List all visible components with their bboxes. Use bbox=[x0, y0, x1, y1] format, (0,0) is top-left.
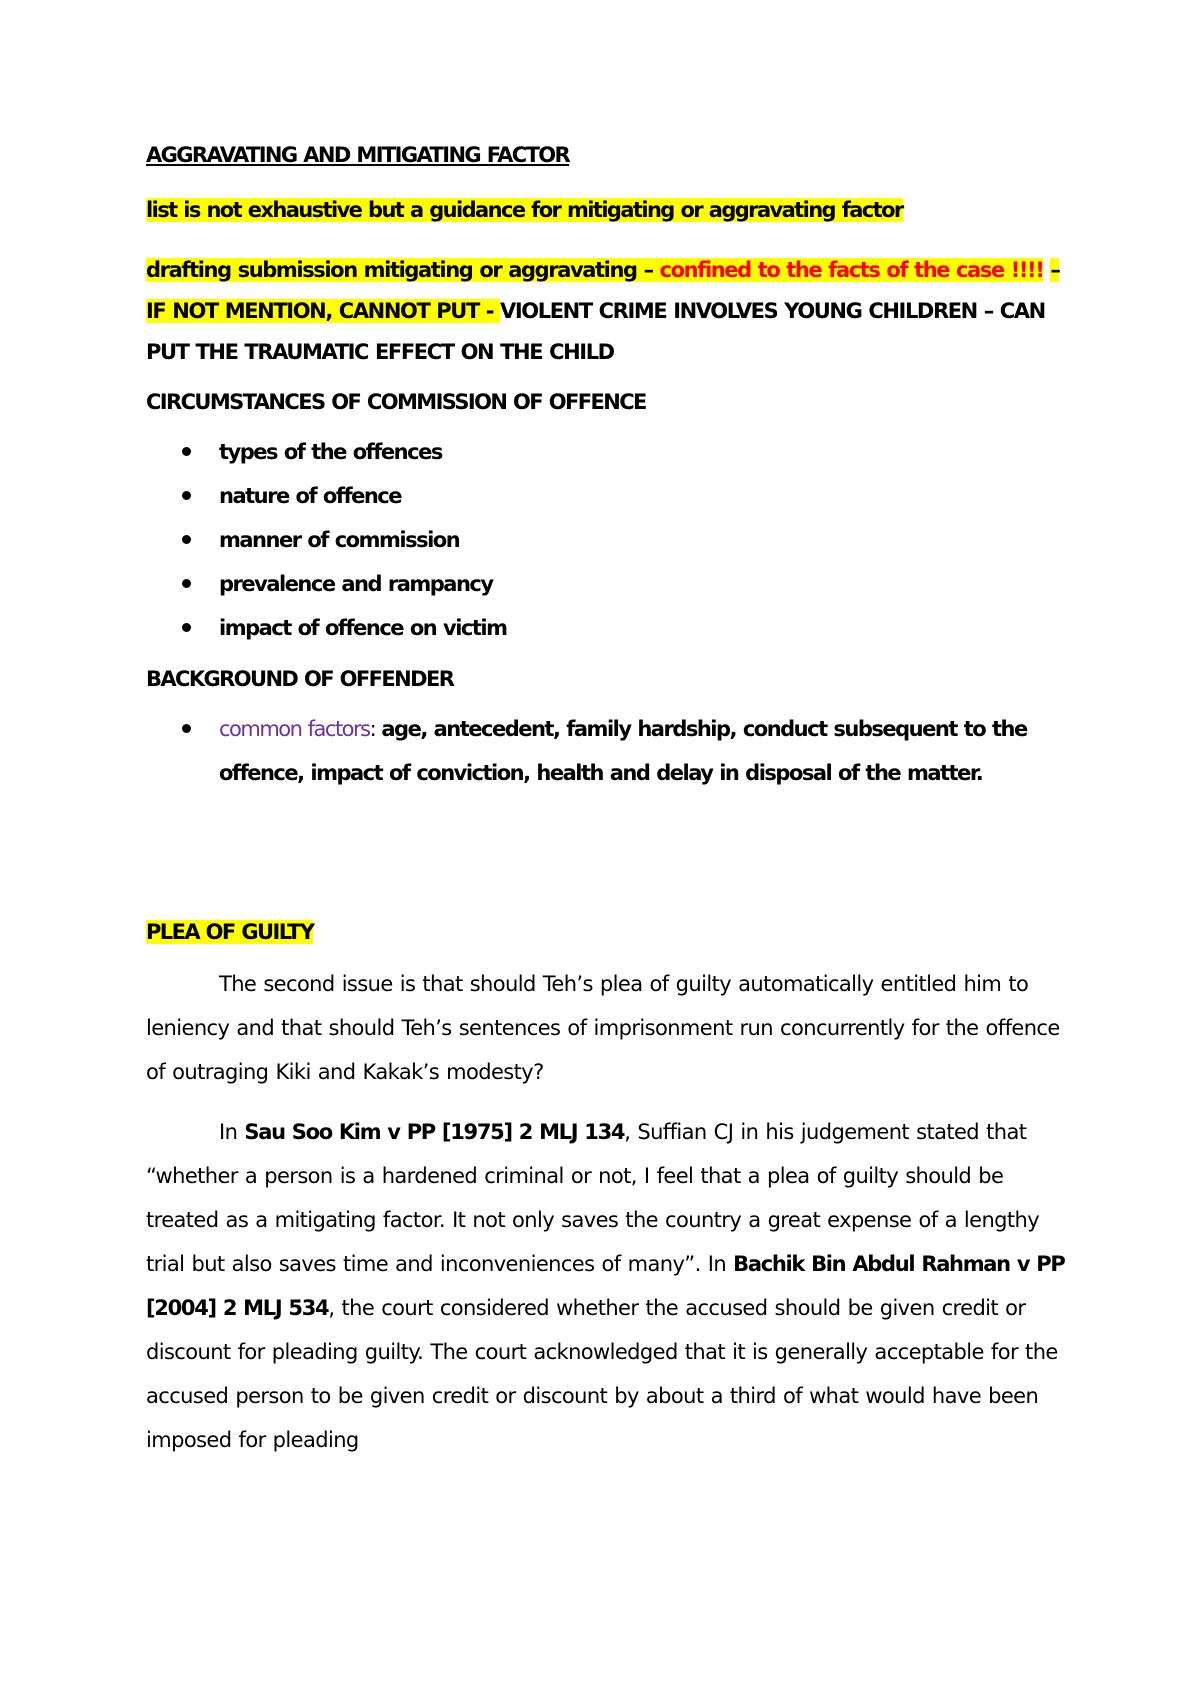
list-item-text: impact of offence on victim bbox=[219, 616, 507, 640]
circumstances-heading-text: CIRCUMSTANCES OF COMMISSION OF OFFENCE bbox=[146, 390, 646, 414]
page-title-text: AGGRAVATING AND MITIGATING FACTOR bbox=[146, 143, 570, 167]
list-item-text: nature of offence bbox=[219, 484, 401, 508]
page-title bbox=[146, 140, 1066, 171]
common-factors-text: age, antecedent, family hardship, conduct subsequent to the offence, impact of conviction, health and delay in disposal of the matter. bbox=[219, 717, 1027, 785]
list-item bbox=[146, 430, 1066, 474]
bullet-icon bbox=[182, 447, 191, 456]
bullet-icon bbox=[182, 579, 191, 588]
drafting-lead: drafting submission mitigating or aggravating – bbox=[146, 258, 660, 282]
drafting-note bbox=[146, 250, 1066, 373]
para2-text-2: , Suffian CJ in his judgement stated that “whether a person is a hardened criminal or not, I feel that a plea of guilty should be treated as a mitigating factor. It not only saves the country a great expense of a lengthy trial but also saves time and inconveniences of many”. In bbox=[146, 1120, 1040, 1276]
plea-heading-text: PLEA OF GUILTY bbox=[146, 920, 314, 944]
circumstances-list bbox=[146, 430, 1066, 650]
background-list bbox=[146, 707, 1066, 795]
background-heading-text: BACKGROUND OF OFFENDER bbox=[146, 667, 454, 691]
drafting-not-mention: – IF NOT MENTION, CANNOT PUT - bbox=[146, 258, 1060, 323]
case-citation-2: Bachik Bin Abdul Rahman v PP [2004] 2 MLJ 534 bbox=[146, 1252, 1065, 1320]
drafting-confined: confined to the facts of the case !!!! bbox=[659, 258, 1044, 282]
case-citation-1: Sau Soo Kim v PP [1975] 2 MLJ 134 bbox=[244, 1120, 625, 1144]
list-item-text: prevalence and rampancy bbox=[219, 572, 493, 596]
list-item bbox=[146, 707, 1066, 795]
bullet-icon bbox=[182, 724, 191, 733]
list-item-text: manner of commission bbox=[219, 528, 460, 552]
list-item bbox=[146, 606, 1066, 650]
bullet-icon bbox=[182, 623, 191, 632]
guidance-note-text: list is not exhaustive but a guidance for mitigating or aggravating factor bbox=[146, 198, 903, 222]
para2-text-3: , the court considered whether the accused should be given credit or discount for pleading guilty. The court acknowledged that it is generally acceptable for the accused person to be given credit or discount by about a third of what would have been imposed for pleading bbox=[146, 1296, 1058, 1452]
common-factors-colon: : bbox=[369, 717, 382, 741]
circumstances-heading bbox=[146, 387, 1066, 418]
document-content bbox=[146, 140, 1066, 1478]
plea-paragraph-1: The second issue is that should Teh’s plea of guilty automatically entitled him to leniency and that should Teh’s sentences of imprisonment run concurrently for the offence of outraging Kiki and Kakak’s modesty? bbox=[146, 972, 1060, 1084]
guidance-note bbox=[146, 195, 1066, 226]
common-factors-label: common factors bbox=[219, 717, 370, 741]
bullet-icon bbox=[182, 491, 191, 500]
list-item bbox=[146, 518, 1066, 562]
drafting-rest: VIOLENT CRIME INVOLVES YOUNG CHILDREN – CAN PUT THE TRAUMATIC EFFECT ON THE CHILD bbox=[146, 299, 1045, 364]
plea-paragraph-2 bbox=[146, 1110, 1066, 1462]
list-item-text: types of the offences bbox=[219, 440, 442, 464]
background-heading bbox=[146, 664, 1066, 695]
para2-text-1: In bbox=[219, 1120, 245, 1144]
spacer bbox=[146, 809, 1066, 917]
bullet-icon bbox=[182, 535, 191, 544]
list-item bbox=[146, 562, 1066, 606]
list-item bbox=[146, 474, 1066, 518]
plea-heading bbox=[146, 917, 1066, 948]
